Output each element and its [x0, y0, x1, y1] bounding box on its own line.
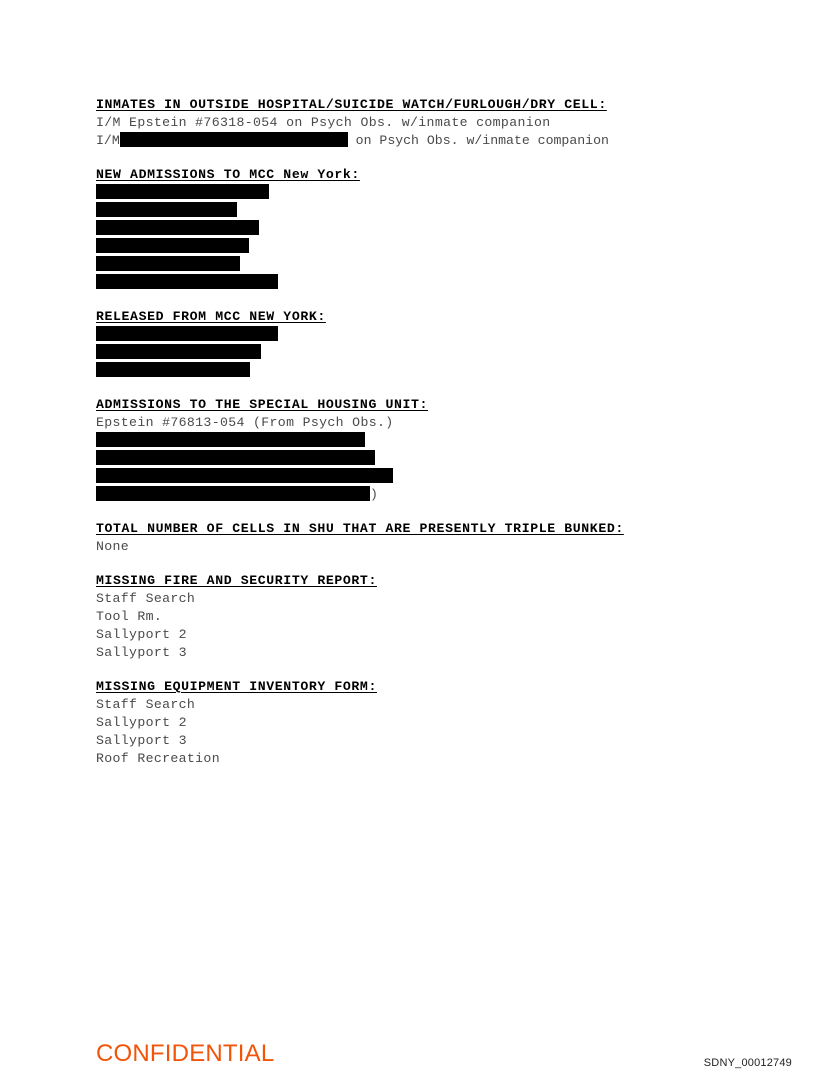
line-prefix: I/M — [96, 133, 120, 148]
section-heading: MISSING FIRE AND SECURITY REPORT: — [96, 573, 377, 588]
spacer — [96, 504, 736, 520]
line-suffix: on Psych Obs. w/inmate companion — [347, 133, 609, 148]
redaction-bar — [96, 344, 261, 359]
spacer — [96, 662, 736, 678]
section-line-redacted — [96, 202, 736, 220]
redaction-bar — [96, 274, 278, 289]
section-line-redacted — [96, 468, 736, 486]
section-line: Staff Search — [96, 591, 196, 606]
section-line: Roof Recreation — [96, 751, 220, 766]
section-line: Sallyport 2 — [96, 627, 187, 642]
section-line-redacted — [96, 362, 736, 380]
section-line-redacted — [96, 132, 736, 150]
line-suffix: ) — [370, 487, 378, 502]
section-line: Sallyport 3 — [96, 733, 187, 748]
section-line: Sallyport 3 — [96, 645, 187, 660]
section-line-redacted — [96, 220, 736, 238]
section-heading: TOTAL NUMBER OF CELLS IN SHU THAT ARE PRESENTLY TRIPLE BUNKED: — [96, 521, 624, 536]
redaction-bar — [96, 362, 250, 377]
redaction-bar — [96, 432, 365, 447]
redaction-bar — [96, 450, 375, 465]
section-new-admissions — [96, 166, 736, 292]
section-line-redacted — [96, 274, 736, 292]
redaction-bar — [96, 468, 393, 483]
section-missing-fire-security — [96, 572, 736, 662]
spacer — [96, 556, 736, 572]
redaction-bar — [96, 184, 269, 199]
spacer — [96, 292, 736, 308]
redaction-bar — [120, 132, 348, 147]
section-outside-hospital — [96, 96, 736, 150]
section-line-redacted — [96, 184, 736, 202]
section-line-redacted — [96, 344, 736, 362]
redaction-bar — [96, 326, 278, 341]
confidential-stamp: CONFIDENTIAL — [96, 1040, 275, 1067]
section-heading: RELEASED FROM MCC NEW YORK: — [96, 309, 326, 324]
document-body — [96, 96, 736, 768]
section-heading: INMATES IN OUTSIDE HOSPITAL/SUICIDE WATCH/FURLOUGH/DRY CELL: — [96, 97, 607, 112]
section-line: Sallyport 2 — [96, 715, 187, 730]
section-line: Epstein #76813-054 (From Psych Obs.) — [96, 415, 394, 430]
section-shu-admissions — [96, 396, 736, 504]
section-line-redacted — [96, 450, 736, 468]
spacer — [96, 150, 736, 166]
redaction-bar — [96, 238, 249, 253]
section-line-redacted — [96, 432, 736, 450]
section-line: Tool Rm. — [96, 609, 163, 624]
section-line: None — [96, 539, 130, 554]
section-line-redacted — [96, 256, 736, 274]
section-missing-equipment-inventory — [96, 678, 736, 768]
section-heading: MISSING EQUIPMENT INVENTORY FORM: — [96, 679, 377, 694]
section-line: I/M Epstein #76318-054 on Psych Obs. w/inmate companion — [96, 115, 551, 130]
redaction-bar — [96, 202, 237, 217]
section-line-redacted — [96, 238, 736, 256]
redaction-bar — [96, 256, 240, 271]
redaction-bar — [96, 486, 370, 501]
section-heading: NEW ADMISSIONS TO MCC New York: — [96, 167, 360, 182]
section-line-redacted — [96, 486, 736, 504]
section-heading: ADMISSIONS TO THE SPECIAL HOUSING UNIT: — [96, 397, 429, 412]
bates-number: SDNY_00012749 — [703, 1057, 792, 1069]
redaction-bar — [96, 220, 259, 235]
spacer — [96, 380, 736, 396]
section-line: Staff Search — [96, 697, 196, 712]
section-triple-bunked — [96, 520, 736, 556]
section-line-redacted — [96, 326, 736, 344]
section-released-from-mcc — [96, 308, 736, 380]
